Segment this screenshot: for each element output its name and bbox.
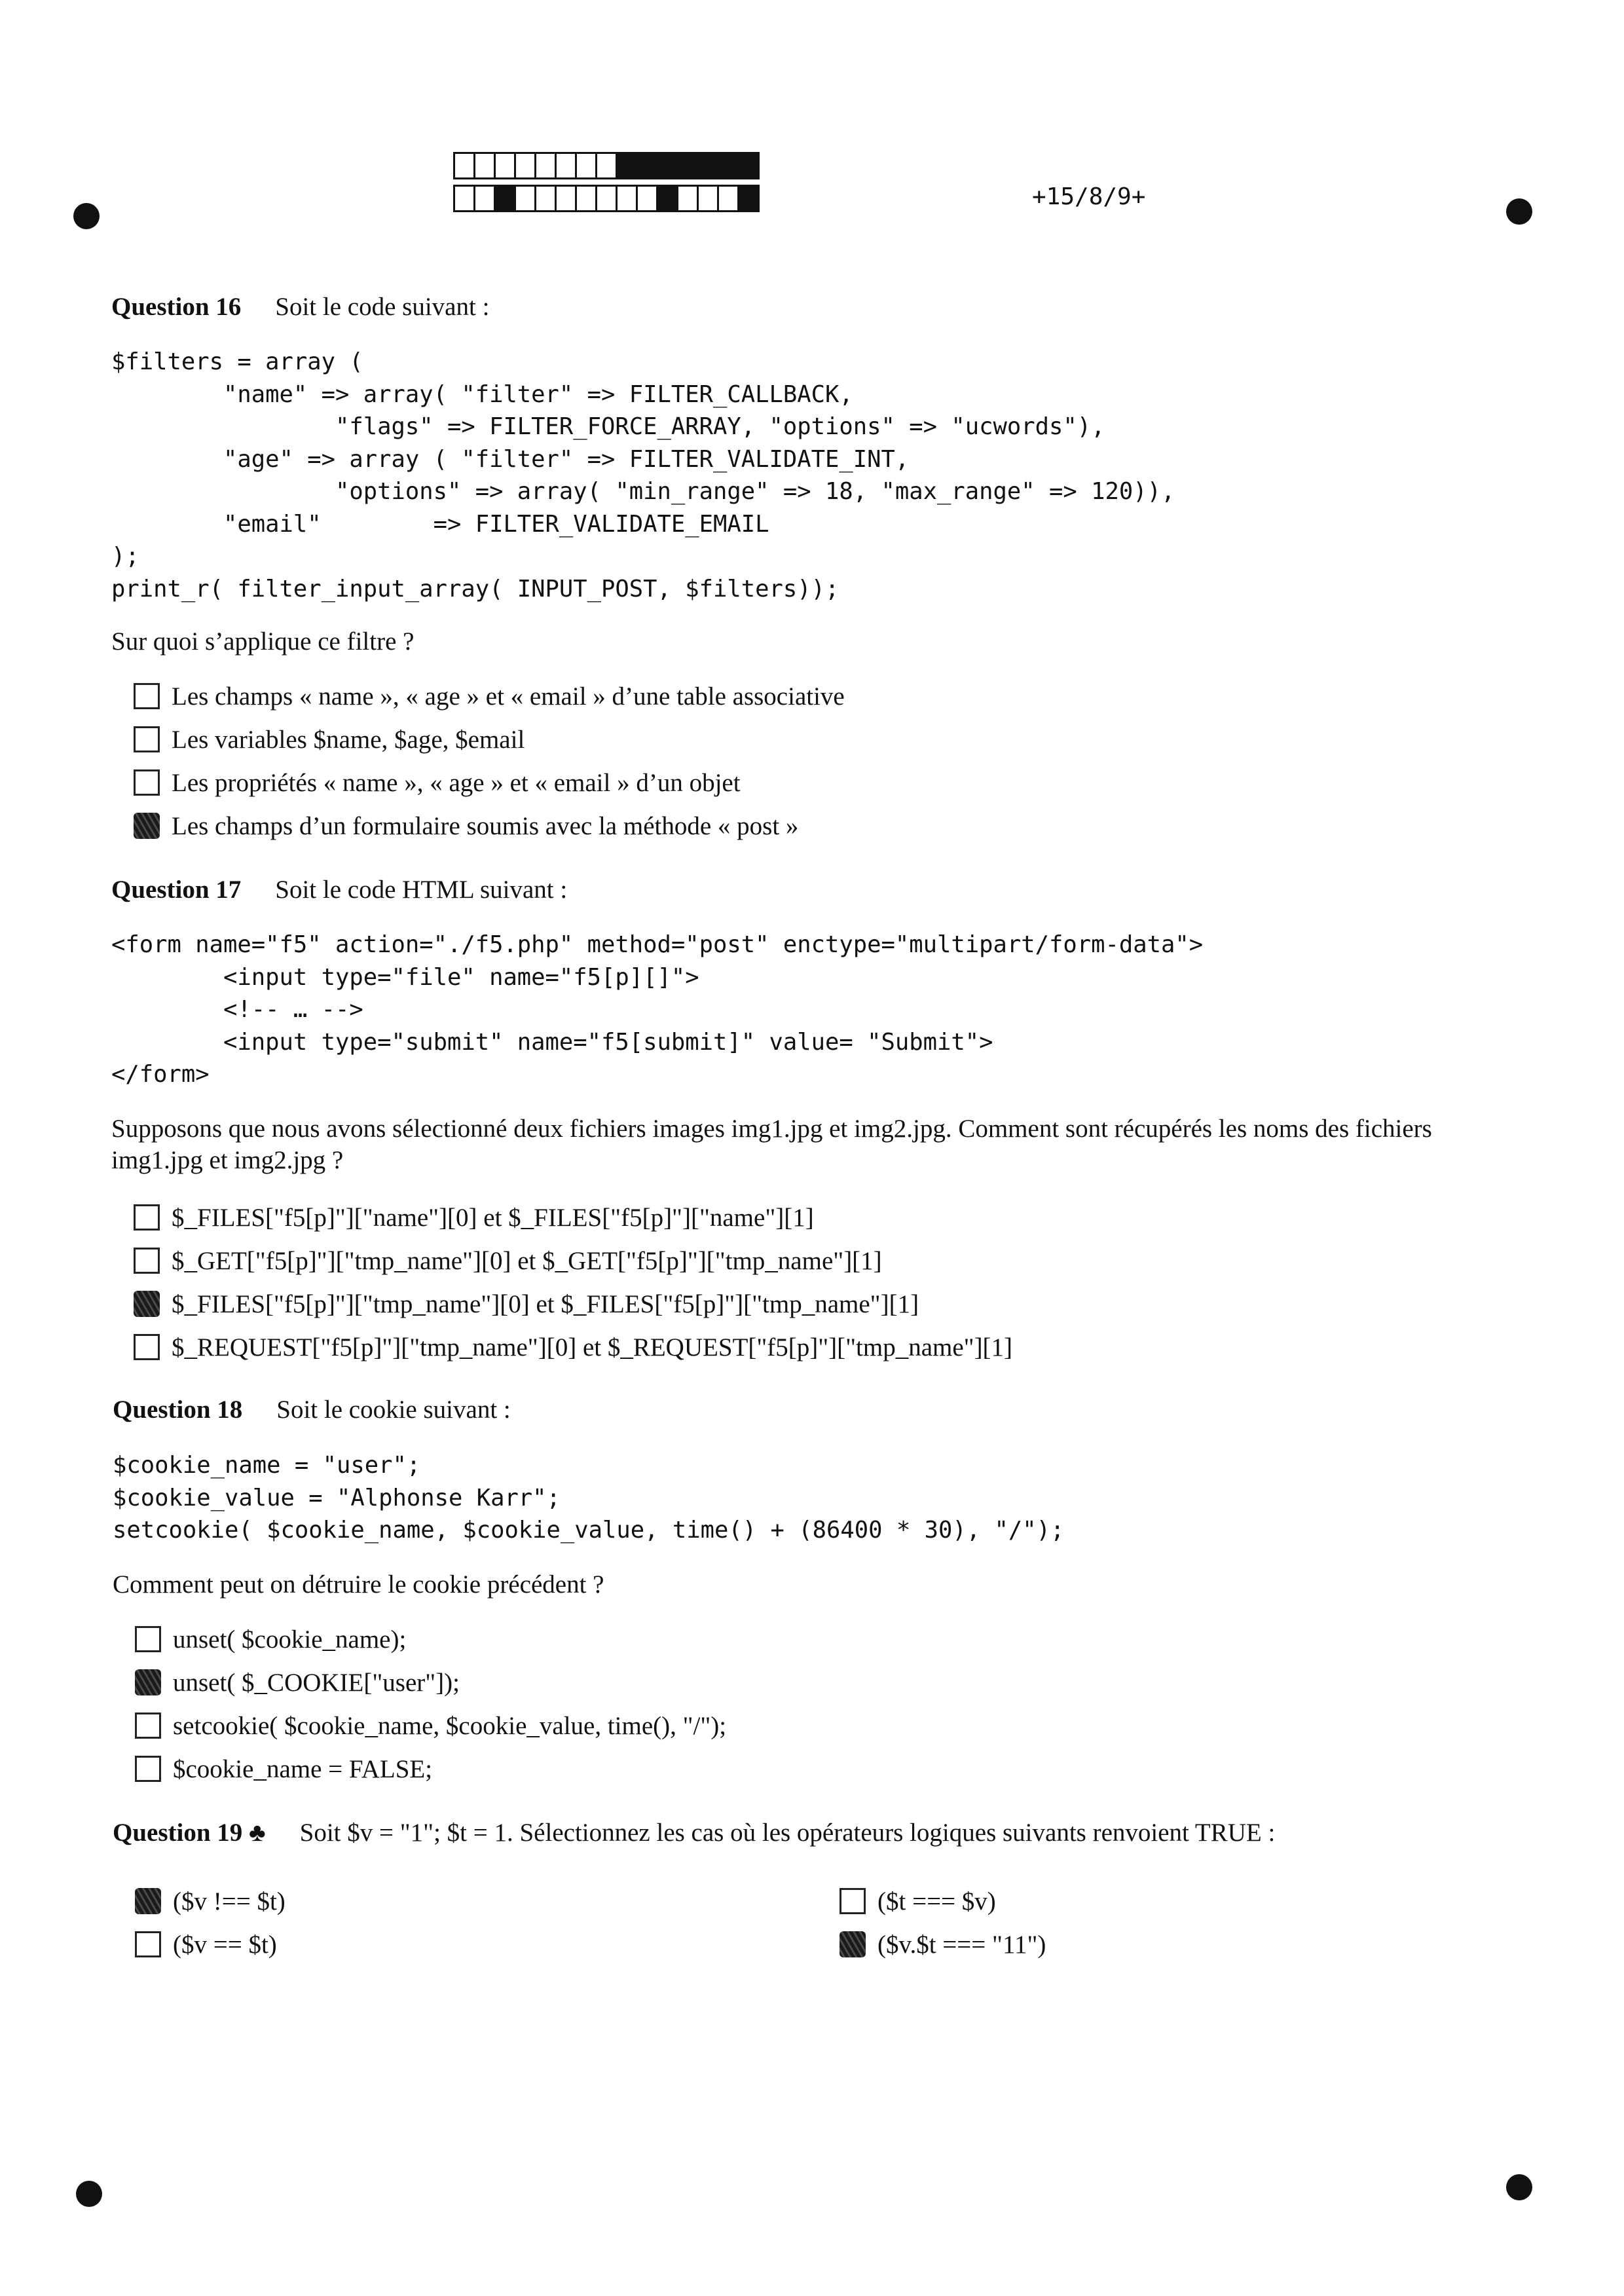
option-row[interactable] [135,1879,286,1923]
checkbox[interactable] [135,1626,161,1652]
checkbox[interactable] [134,726,160,752]
option-label: $_REQUEST["f5[p]"]["tmp_name"][0] et $_REQUEST["f5[p]"]["tmp_name"][1] [172,1333,1013,1361]
option-row[interactable] [134,675,845,718]
option-row[interactable] [134,1239,1012,1282]
question-intro: Soit $v = "1"; $t = 1. Sélectionnez les cas où les opérateurs logiques suivants renvoient TRUE : [299,1819,1276,1847]
option-row[interactable] [840,1879,1046,1923]
option-row[interactable] [840,1923,1046,1966]
option-label: setcookie( $cookie_name, $cookie_value, time(), "/"); [173,1711,727,1740]
option-row[interactable] [135,1923,286,1966]
question-16-code: $filters = array ( "name" => array( "filter" => FILTER_CALLBACK, "flags" => FILTER_FORCE_ARRAY, "options" => "ucwords"), "age" => array ( "filter" => FILTER_VALIDATE_INT, "options" => array( "min_range" => 18, "max_range" => 120)), "email" => FILTER_VALIDATE_EMAIL ); print_r( filter_input_array( INPUT_POST, $filters)); [111,348,1175,602]
page-code: +15/8/9+ [1032,183,1146,210]
option-label: $cookie_name = FALSE; [173,1754,433,1783]
option-label: Les variables $name, $age, $email [172,725,525,754]
option-label: ($t === $v) [877,1887,996,1916]
question-16-options [134,675,845,847]
question-number: Question 19 ♣ [113,1819,266,1847]
option-label: unset( $cookie_name); [173,1625,407,1654]
checkbox-checked[interactable] [840,1931,866,1957]
question-number: Question 16 [111,293,242,321]
question-number: Question 18 [113,1396,243,1424]
option-label: ($v !== $t) [173,1887,286,1916]
question-17-prompt: Supposons que nous avons sélectionné deux fichiers images img1.jpg et img2.jpg. Comment sont récupérés les noms des fichiers img1.jpg et img2.jpg ? [111,1115,1432,1174]
question-intro: Soit le code HTML suivant : [275,876,568,904]
question-intro: Soit le cookie suivant : [276,1396,511,1424]
checkbox[interactable] [134,1204,160,1231]
page-id-boxes-row-2 [453,185,758,212]
registration-mark-top-left [73,203,100,229]
checkbox[interactable] [135,1713,161,1739]
option-label: $_FILES["f5[p]"]["name"][0] et $_FILES["f5[p]"]["name"][1] [172,1203,814,1232]
checkbox[interactable] [134,1248,160,1274]
option-row[interactable] [135,1704,726,1747]
checkbox-checked[interactable] [135,1669,161,1695]
question-17-title [111,875,567,904]
option-row[interactable] [134,761,845,804]
option-row[interactable] [135,1661,726,1704]
checkbox[interactable] [840,1888,866,1914]
option-row[interactable] [134,1282,1012,1325]
question-19-options-right [840,1879,1046,1966]
option-label: ($v == $t) [173,1930,277,1959]
option-row[interactable] [134,804,845,847]
registration-mark-top-right [1506,198,1532,225]
option-label: ($v.$t === "11") [877,1930,1046,1959]
registration-mark-bottom-right [1506,2174,1532,2200]
question-intro: Soit le code suivant : [275,293,490,321]
option-row[interactable] [134,718,845,761]
checkbox-checked[interactable] [134,1291,160,1317]
question-16-title [111,292,489,322]
option-label: $_FILES["f5[p]"]["tmp_name"][0] et $_FILES["f5[p]"]["tmp_name"][1] [172,1289,919,1318]
checkbox-checked[interactable] [135,1888,161,1914]
question-17-options [134,1196,1012,1369]
option-row[interactable] [134,1325,1012,1369]
option-row[interactable] [135,1618,726,1661]
question-16-prompt: Sur quoi s’applique ce filtre ? [111,627,415,656]
checkbox[interactable] [134,683,160,709]
question-18-code: $cookie_name = "user"; $cookie_value = "Alphonse Karr"; setcookie( $cookie_name, $cookie_value, time() + (86400 * 30), "/"); [113,1452,1065,1544]
option-label: $_GET["f5[p]"]["tmp_name"][0] et $_GET["f5[p]"]["tmp_name"][1] [172,1246,882,1275]
question-19-title [113,1818,1275,1847]
checkbox-checked[interactable] [134,813,160,839]
question-17-code: <form name="f5" action="./f5.php" method="post" enctype="multipart/form-data"> <input type="file" name="f5[p][]"> <!-- … --> <input type="submit" name="f5[submit]" value= "Submit"> </form> [111,931,1204,1088]
checkbox[interactable] [134,1334,160,1360]
option-label: Les champs « name », « age » et « email » d’une table associative [172,682,845,711]
question-18-prompt: Comment peut on détruire le cookie précédent ? [113,1570,604,1599]
page-id-boxes-row-1 [453,152,758,179]
question-number: Question 17 [111,876,242,904]
option-label: Les propriétés « name », « age » et « email » d’un objet [172,768,741,797]
question-19-options-left [135,1879,286,1966]
option-row[interactable] [134,1196,1012,1239]
question-18-title [113,1395,511,1424]
question-18-options [135,1618,726,1790]
option-label: Les champs d’un formulaire soumis avec la méthode « post » [172,811,799,840]
registration-mark-bottom-left [76,2181,102,2207]
checkbox[interactable] [134,769,160,796]
option-label: unset( $_COOKIE["user"]); [173,1668,460,1697]
checkbox[interactable] [135,1756,161,1782]
option-row[interactable] [135,1747,726,1790]
checkbox[interactable] [135,1931,161,1957]
